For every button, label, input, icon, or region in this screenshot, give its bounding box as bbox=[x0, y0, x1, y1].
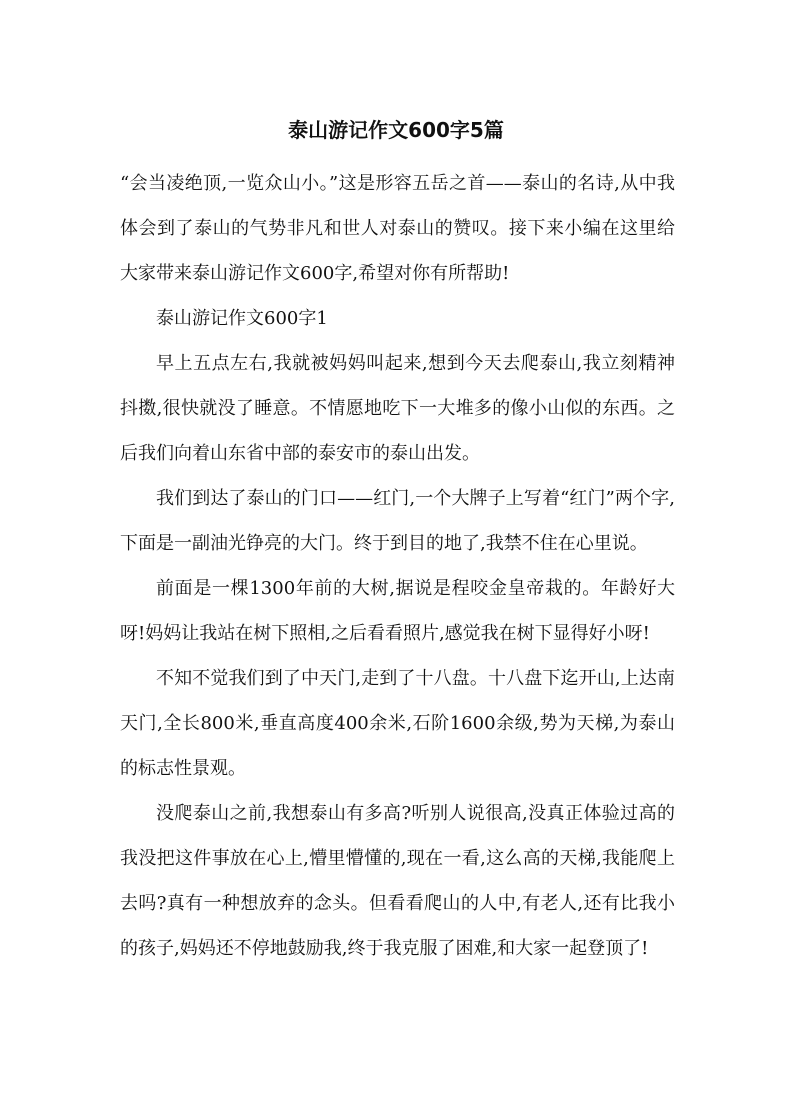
body-paragraph: 我们到达了泰山的门口——红门,一个大牌子上写着“红门”两个字,下面是一副油光铮亮的大门。终于到目的地了,我禁不住在心里说。 bbox=[120, 488, 675, 554]
body-paragraph: 前面是一棵1300年前的大树,据说是程咬金皇帝栽的。年龄好大呀!妈妈让我站在树下照相,之后看看照片,感觉我在树下显得好小呀! bbox=[120, 578, 675, 644]
body-paragraph: 早上五点左右,我就被妈妈叫起来,想到今天去爬泰山,我立刻精神抖擞,很快就没了睡意。不情愿地吃下一大堆多的像小山似的东西。之后我们向着山东省中部的泰安市的泰山出发。 bbox=[120, 353, 675, 464]
body-paragraph: 没爬泰山之前,我想泰山有多高?听别人说很高,没真正体验过高的我没把这件事放在心上,懵里懵懂的,现在一看,这么高的天梯,我能爬上去吗?真有一种想放弃的念头。但看看爬山的人中,有老人,还有比我小的孩子,妈妈还不停地鼓励我,终于我克服了困难,和大家一起登顶了! bbox=[120, 803, 675, 959]
document-title: 泰山游记作文600字5篇 bbox=[288, 118, 504, 142]
section-heading: 泰山游记作文600字1 bbox=[156, 308, 328, 329]
intro-paragraph: “会当凌绝顶,一览众山小。”这是形容五岳之首——泰山的名诗,从中我体会到了泰山的气势非凡和世人对泰山的赞叹。接下来小编在这里给大家带来泰山游记作文600字,希望对你有所帮助! bbox=[120, 173, 675, 284]
body-paragraph: 不知不觉我们到了中天门,走到了十八盘。十八盘下迄开山,上达南天门,全长800米,垂直高度400余米,石阶1600余级,势为天梯,为泰山的标志性景观。 bbox=[120, 668, 675, 779]
document-body bbox=[120, 161, 675, 971]
